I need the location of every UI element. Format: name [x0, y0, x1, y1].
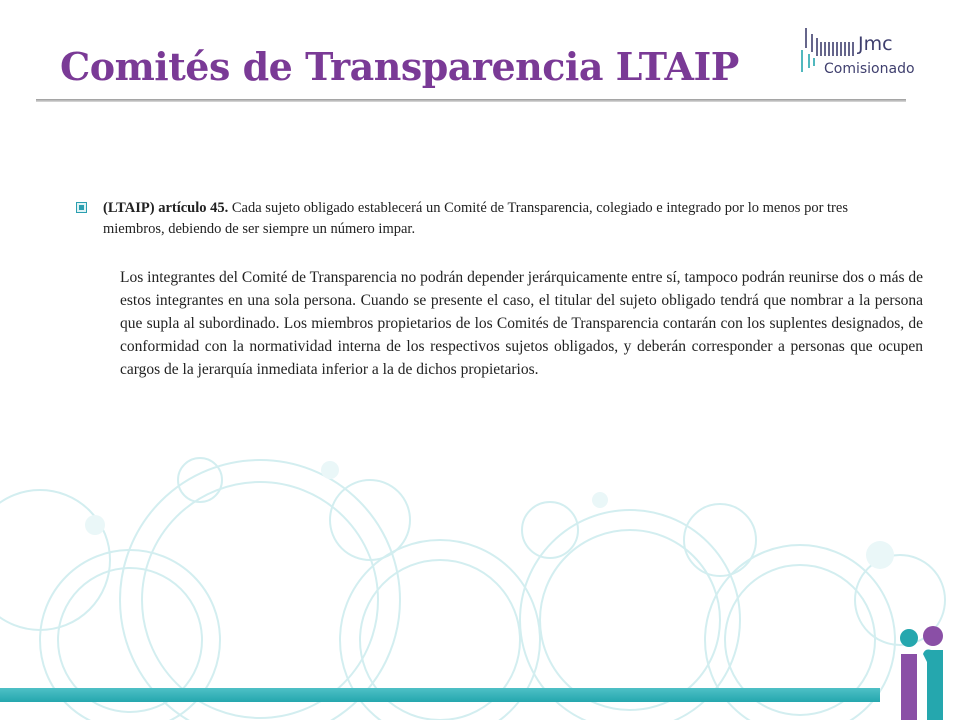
slide-title: Comités de Transparencia LTAIP — [60, 44, 739, 89]
logo-subtitle: Comisionado — [824, 61, 915, 77]
body-paragraph: Los integrantes del Comité de Transparencia no podrán depender jerárquicamente entre sí, tampoco podrán reunirse dos o más de estos integrantes en una sola persona. Cuando se presente el caso, el titular del sujeto obligado tendrá que nombrar a la persona que supla al subordinado. Los miembros propietarios de los Comités de Transparencia contarán con los suplentes designados, de conformidad con la normatividad interna de los respectivos sujetos obligados, y deberán corresponder a personas que ocupen cargos de la jerarquía inmediata inferior a la de dichos propietarios. — [120, 269, 923, 378]
title-divider — [36, 99, 906, 102]
bottom-accent-bar — [0, 688, 880, 702]
logo-name: Jmc — [858, 33, 893, 55]
bullet-lead: (LTAIP) artículo 45. — [103, 200, 229, 216]
square-bullet-icon — [76, 202, 87, 213]
institution-mark-icon — [895, 622, 955, 720]
bullet-item — [76, 198, 896, 240]
bullet-body: Cada sujeto obligado establecerá un Comité de Transparencia, colegiado e integrado por lo menos por tres miembros, debiendo de ser siempre un número impar. — [103, 200, 848, 237]
jmc-logo — [800, 26, 940, 86]
bullet-text — [103, 198, 896, 240]
